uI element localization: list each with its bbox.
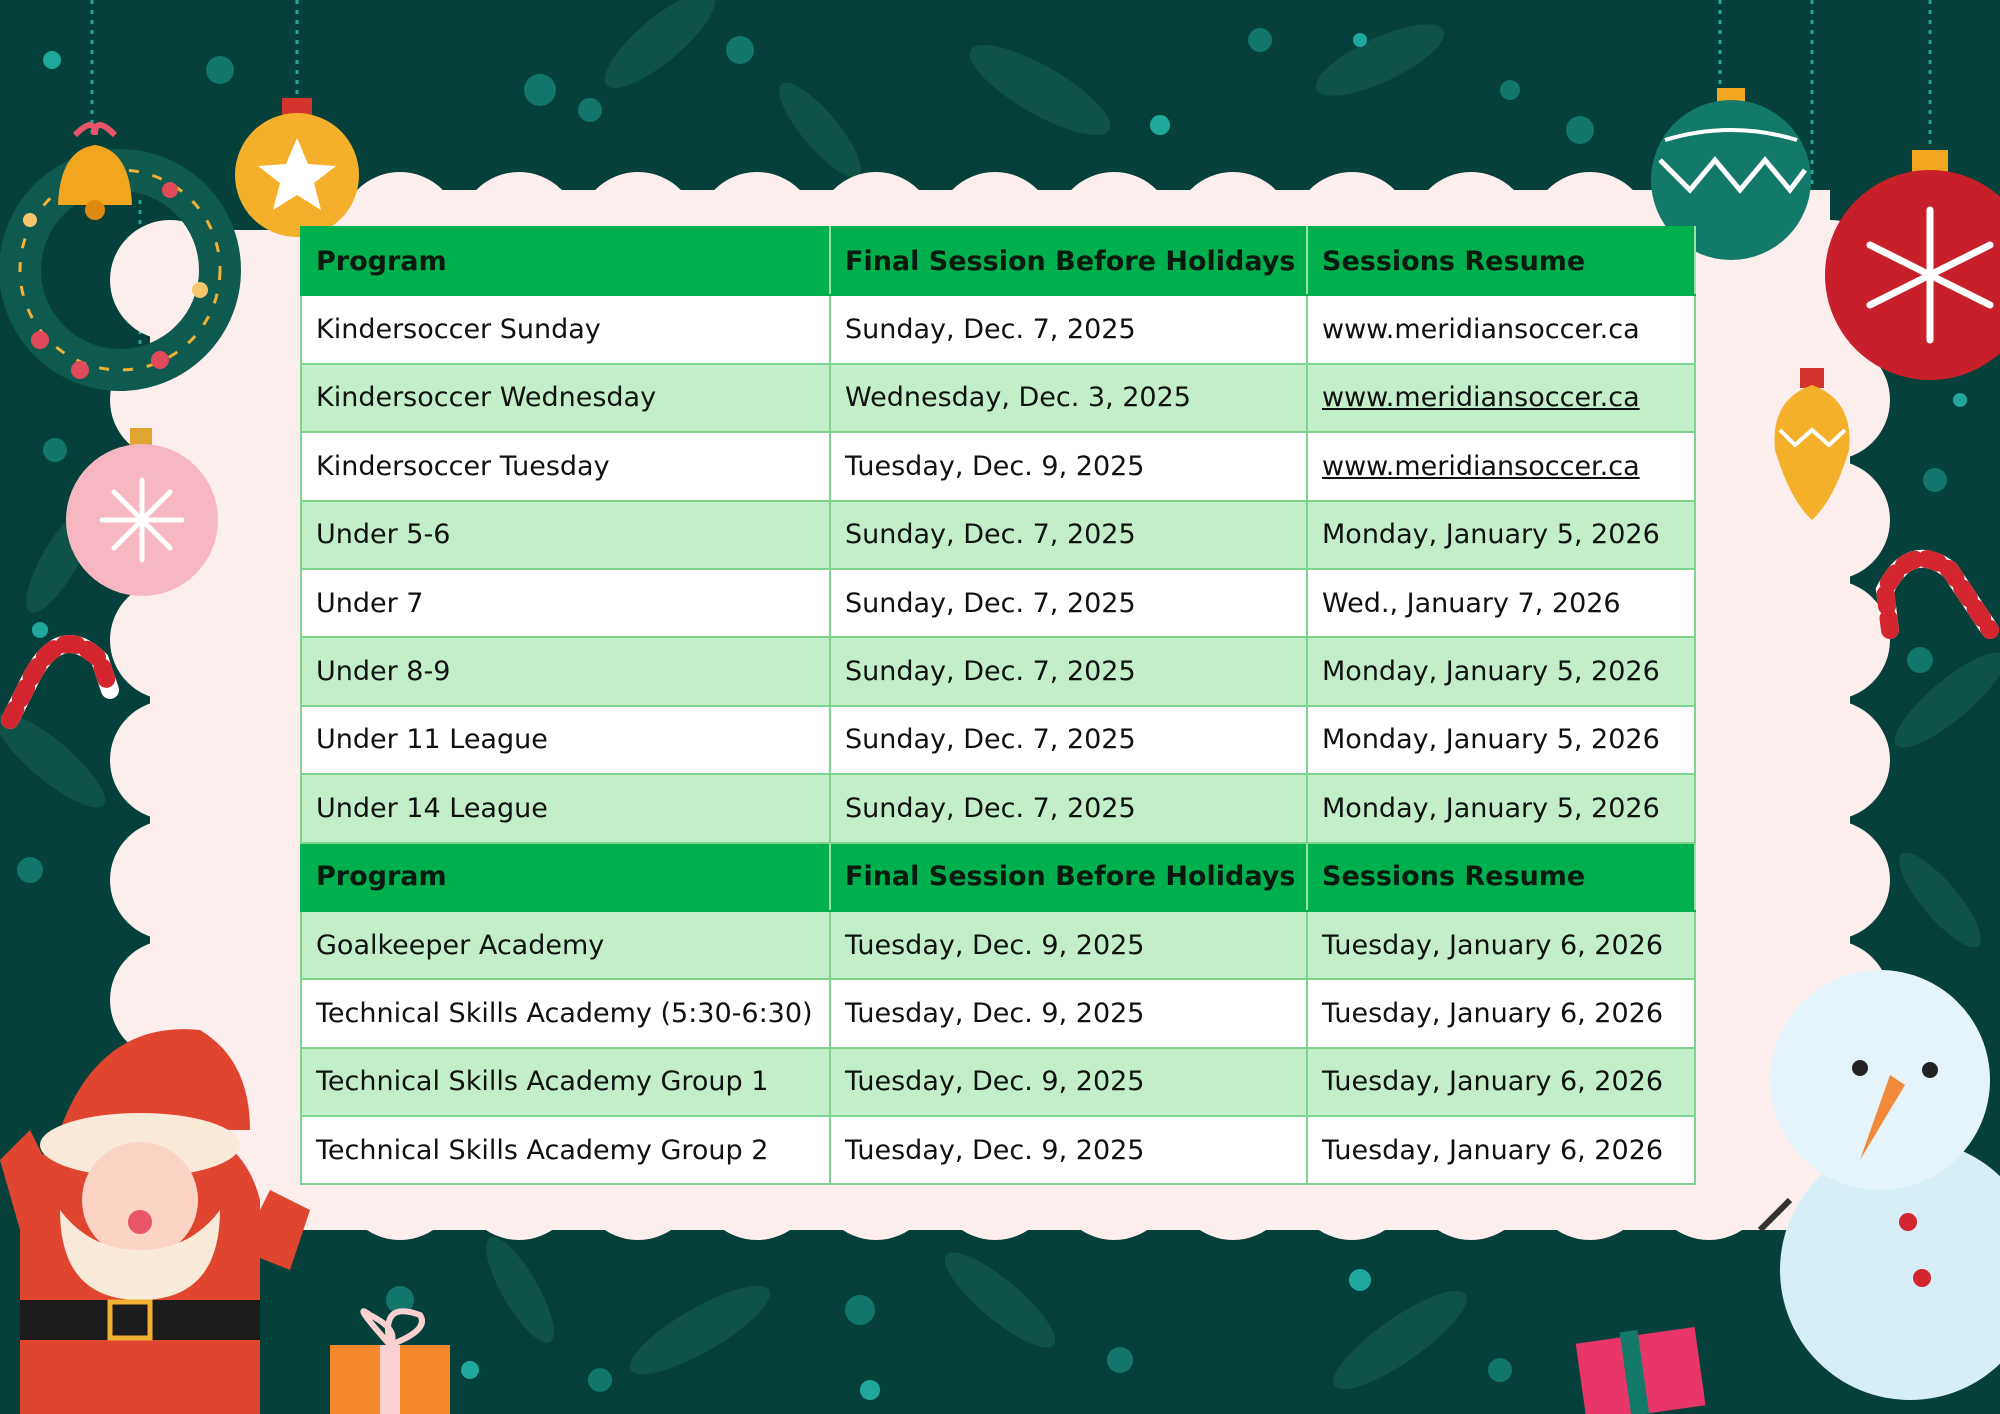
schedule-table xyxy=(300,226,1696,1185)
resume-cell: Tuesday, January 6, 2026 xyxy=(1307,911,1695,979)
header-row xyxy=(301,227,1695,295)
website-link[interactable]: www.meridiansoccer.ca xyxy=(1307,432,1695,500)
header-sessions-resume: Sessions Resume xyxy=(1307,843,1695,911)
table-row xyxy=(301,706,1695,774)
program-cell: Under 8-9 xyxy=(301,637,830,705)
final-session-cell: Tuesday, Dec. 9, 2025 xyxy=(830,432,1307,500)
final-session-cell: Tuesday, Dec. 9, 2025 xyxy=(830,979,1307,1047)
resume-cell: Wed., January 7, 2026 xyxy=(1307,569,1695,637)
program-cell: Kindersoccer Sunday xyxy=(301,295,830,363)
program-cell: Technical Skills Academy Group 2 xyxy=(301,1116,830,1184)
program-cell: Goalkeeper Academy xyxy=(301,911,830,979)
header-final-session: Final Session Before Holidays xyxy=(830,843,1307,911)
resume-cell: Tuesday, January 6, 2026 xyxy=(1307,979,1695,1047)
table-row xyxy=(301,432,1695,500)
candy-cane-icon xyxy=(1885,559,1990,630)
table-row xyxy=(301,979,1695,1047)
program-cell: Under 5-6 xyxy=(301,501,830,569)
final-session-cell: Sunday, Dec. 7, 2025 xyxy=(830,706,1307,774)
header-row xyxy=(301,843,1695,911)
resume-cell: Tuesday, January 6, 2026 xyxy=(1307,1116,1695,1184)
website-link[interactable]: www.meridiansoccer.ca xyxy=(1307,364,1695,432)
table-row xyxy=(301,364,1695,432)
program-cell: Under 14 League xyxy=(301,774,830,842)
candy-cane-icon xyxy=(10,644,110,720)
star-ornament-icon xyxy=(235,98,359,237)
final-session-cell: Sunday, Dec. 7, 2025 xyxy=(830,774,1307,842)
table-row xyxy=(301,295,1695,363)
program-cell: Under 11 League xyxy=(301,706,830,774)
website-link[interactable]: www.meridiansoccer.ca xyxy=(1307,295,1695,363)
final-session-cell: Tuesday, Dec. 9, 2025 xyxy=(830,911,1307,979)
table-row xyxy=(301,774,1695,842)
resume-cell: Monday, January 5, 2026 xyxy=(1307,706,1695,774)
program-cell: Technical Skills Academy (5:30-6:30) xyxy=(301,979,830,1047)
final-session-cell: Sunday, Dec. 7, 2025 xyxy=(830,295,1307,363)
table-row xyxy=(301,911,1695,979)
resume-cell: Monday, January 5, 2026 xyxy=(1307,774,1695,842)
header-program: Program xyxy=(301,843,830,911)
final-session-cell: Sunday, Dec. 7, 2025 xyxy=(830,569,1307,637)
final-session-cell: Sunday, Dec. 7, 2025 xyxy=(830,637,1307,705)
program-cell: Under 7 xyxy=(301,569,830,637)
table-row xyxy=(301,1116,1695,1184)
gift-icon xyxy=(1576,1327,1706,1414)
resume-cell: Monday, January 5, 2026 xyxy=(1307,501,1695,569)
table-row xyxy=(301,637,1695,705)
gift-icon xyxy=(330,1311,450,1414)
resume-cell: Monday, January 5, 2026 xyxy=(1307,637,1695,705)
final-session-cell: Tuesday, Dec. 9, 2025 xyxy=(830,1048,1307,1116)
final-session-cell: Sunday, Dec. 7, 2025 xyxy=(830,501,1307,569)
header-program: Program xyxy=(301,227,830,295)
program-cell: Kindersoccer Wednesday xyxy=(301,364,830,432)
final-session-cell: Tuesday, Dec. 9, 2025 xyxy=(830,1116,1307,1184)
table-row xyxy=(301,1048,1695,1116)
program-cell: Technical Skills Academy Group 1 xyxy=(301,1048,830,1116)
resume-cell: Tuesday, January 6, 2026 xyxy=(1307,1048,1695,1116)
final-session-cell: Wednesday, Dec. 3, 2025 xyxy=(830,364,1307,432)
program-cell: Kindersoccer Tuesday xyxy=(301,432,830,500)
table-row xyxy=(301,501,1695,569)
header-sessions-resume: Sessions Resume xyxy=(1307,227,1695,295)
header-final-session: Final Session Before Holidays xyxy=(830,227,1307,295)
table-row xyxy=(301,569,1695,637)
